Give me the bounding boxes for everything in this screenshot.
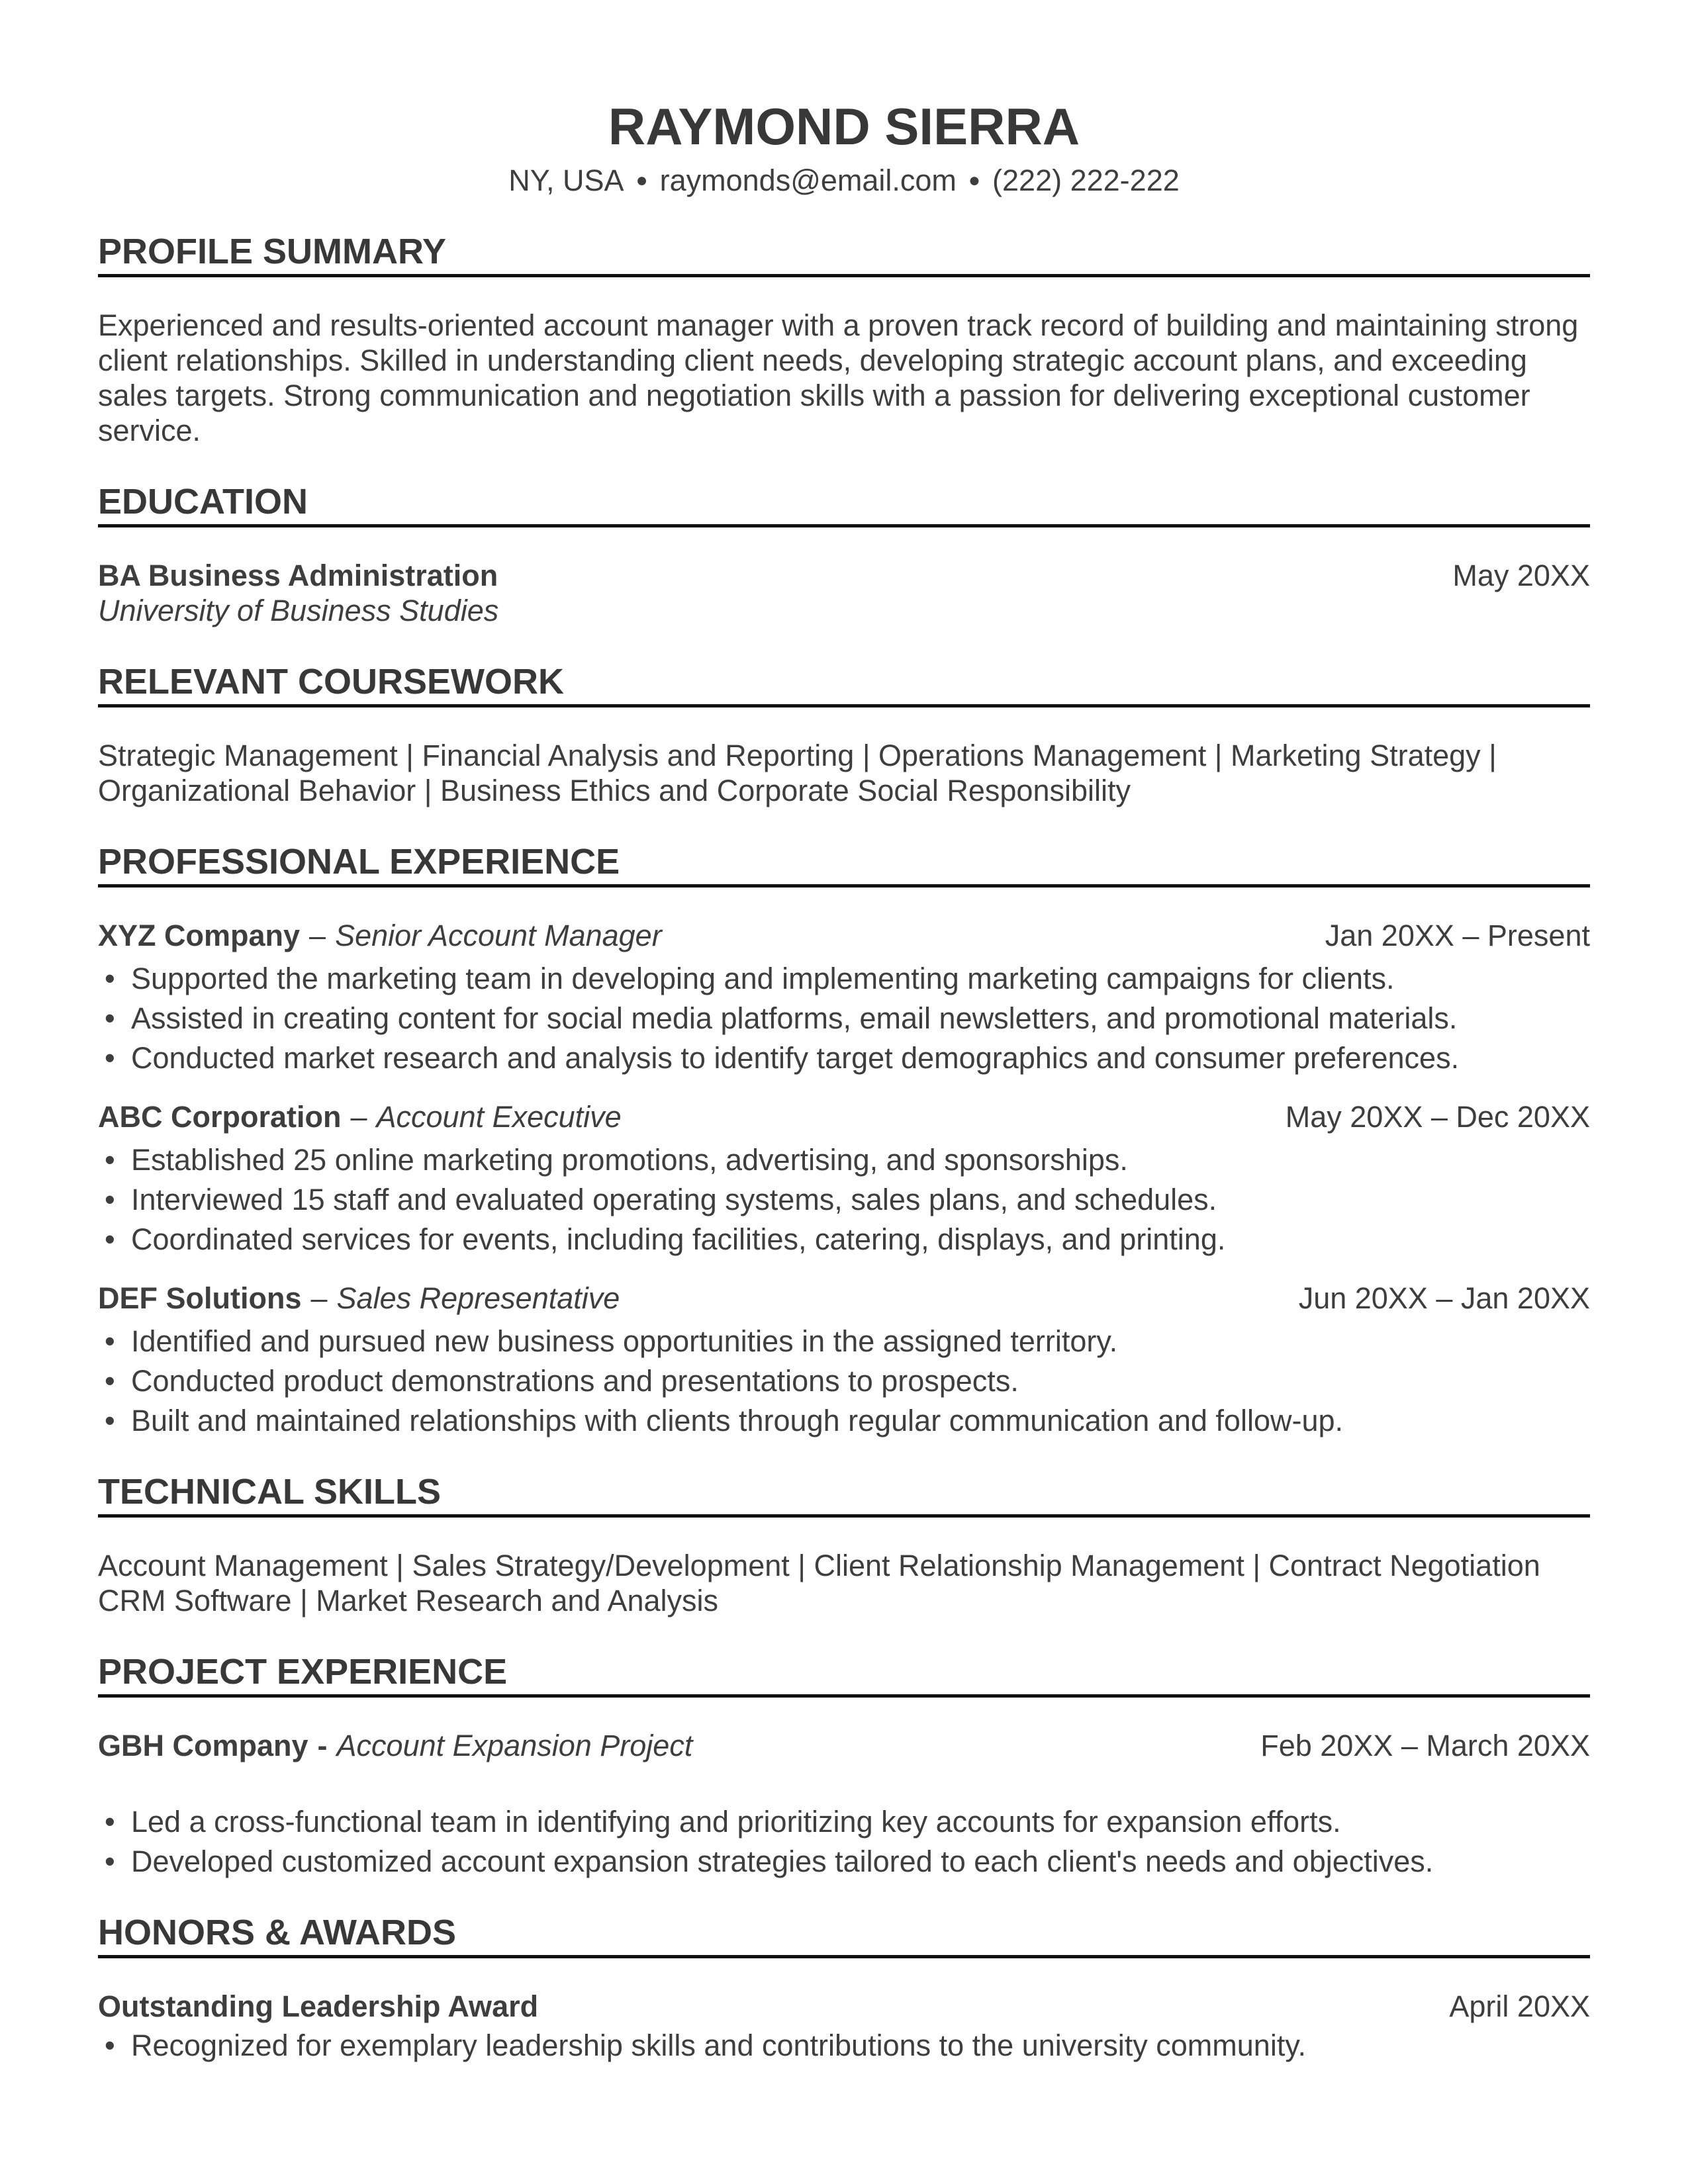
section-heading: RELEVANT COURSEWORK: [98, 662, 1590, 707]
award-name: Outstanding Leadership Award: [98, 1989, 539, 2023]
bullet-item: • Conducted product demonstrations and presentations to prospects.: [98, 1363, 1590, 1398]
job-bullets: [98, 1324, 1590, 1438]
email: raymonds@email.com: [659, 163, 957, 197]
person-name: RAYMOND SIERRA: [608, 97, 1080, 156]
bullet-item: • Assisted in creating content for social media platforms, email newsletters, and promotional materials.: [98, 1001, 1590, 1036]
job-dates: Jun 20XX – Jan 20XX: [1298, 1281, 1590, 1315]
bullet-item: • Coordinated services for events, including facilities, catering, displays, and printing.: [98, 1222, 1590, 1257]
education-entry: [98, 558, 1590, 593]
job-dates: May 20XX – Dec 20XX: [1285, 1100, 1590, 1134]
project-title: [98, 1728, 692, 1763]
skills-line: Account Management | Sales Strategy/Development | Client Relationship Management | Contract Negotiation: [98, 1549, 1540, 1582]
job-header: [98, 1281, 1590, 1316]
dash-separator: –: [310, 1281, 328, 1315]
phone: (222) 222-222: [992, 163, 1180, 197]
company-name: GBH Company: [98, 1729, 308, 1762]
section-heading: HONORS & AWARDS: [98, 1913, 1590, 1958]
section-heading: PROFESSIONAL EXPERIENCE: [98, 842, 1590, 887]
bullet-item: • Conducted market research and analysis to identify target demographics and consumer preferences.: [98, 1040, 1590, 1075]
bullet-item: • Supported the marketing team in developing and implementing marketing campaigns for clients.: [98, 961, 1590, 996]
job-title: [98, 1281, 620, 1316]
company-name: ABC Corporation: [98, 1100, 342, 1134]
job-entry: [98, 1281, 1590, 1438]
section-education: [98, 482, 1590, 628]
job-dates: Jan 20XX – Present: [1325, 919, 1590, 952]
section-heading: PROJECT EXPERIENCE: [98, 1653, 1590, 1698]
coursework-text: Strategic Management | Financial Analysis and Reporting | Operations Management | Marketing Strategy | Organizational Behavior | Business Ethics and Corporate Social Responsibility: [98, 739, 1497, 807]
dash-separator: –: [350, 1100, 367, 1134]
bullet-item: • Recognized for exemplary leadership skills and contributions to the university community.: [98, 2028, 1590, 2063]
job-bullets: [98, 1142, 1590, 1257]
job-role: Senior Account Manager: [335, 919, 662, 952]
award-entry: [98, 1989, 1590, 2024]
section-heading: EDUCATION: [98, 482, 1590, 527]
job-title: [98, 1099, 622, 1134]
job-role: Account Executive: [376, 1100, 622, 1134]
location: NY, USA: [508, 163, 624, 197]
section-profile-summary: [98, 232, 1590, 448]
job-header: [98, 918, 1590, 953]
job-bullets: [98, 961, 1590, 1075]
degree: BA Business Administration: [98, 559, 498, 592]
bullet-item: • Built and maintained relationships with clients through regular communication and follow-up.: [98, 1403, 1590, 1438]
resume-header: [98, 98, 1590, 198]
section-technical-skills: [98, 1473, 1590, 1618]
award-bullets: [98, 2028, 1590, 2063]
project-role: Account Expansion Project: [336, 1729, 693, 1762]
section-heading: PROFILE SUMMARY: [98, 232, 1590, 277]
education-date: May 20XX: [1452, 559, 1590, 592]
section-relevant-coursework: [98, 662, 1590, 808]
project-header: [98, 1728, 1590, 1763]
section-professional-experience: [98, 842, 1590, 1438]
section-heading: TECHNICAL SKILLS: [98, 1473, 1590, 1518]
award-date: April 20XX: [1449, 1989, 1590, 2023]
project-bullets: [98, 1804, 1590, 1879]
separator-dot-icon: ●: [968, 169, 981, 191]
bullet-item: • Established 25 online marketing promotions, advertising, and sponsorships.: [98, 1142, 1590, 1177]
company-name: XYZ Company: [98, 919, 301, 952]
dash-separator: –: [309, 919, 326, 952]
project-dates: Feb 20XX – March 20XX: [1260, 1729, 1590, 1762]
job-role: Sales Representative: [336, 1281, 620, 1315]
section-project-experience: [98, 1653, 1590, 1879]
bullet-item: • Developed customized account expansion strategies tailored to each client's needs and objectives.: [98, 1844, 1590, 1879]
project-entry: [98, 1728, 1590, 1879]
job-title: [98, 918, 662, 953]
job-entry: [98, 918, 1590, 1075]
job-entry: [98, 1099, 1590, 1257]
bullet-item: • Led a cross-functional team in identifying and prioritizing key accounts for expansion efforts.: [98, 1804, 1590, 1839]
bullet-item: • Interviewed 15 staff and evaluated operating systems, sales plans, and schedules.: [98, 1182, 1590, 1217]
contact-line: [98, 163, 1590, 198]
section-honors-awards: [98, 1913, 1590, 2063]
profile-summary-text: Experienced and results-oriented account manager with a proven track record of building and maintaining strong client relationships. Skilled in understanding client needs, developing strategic account plans, and exceeding sales targets. Strong communication and negotiation skills with a passion for delivering exceptional customer service.: [98, 308, 1579, 447]
dash-separator: -: [317, 1729, 328, 1762]
bullet-item: • Identified and pursued new business opportunities in the assigned territory.: [98, 1324, 1590, 1359]
separator-dot-icon: ●: [635, 169, 648, 191]
job-header: [98, 1099, 1590, 1134]
school: University of Business Studies: [98, 594, 499, 627]
skills-line: CRM Software | Market Research and Analysis: [98, 1584, 719, 1617]
company-name: DEF Solutions: [98, 1281, 302, 1315]
